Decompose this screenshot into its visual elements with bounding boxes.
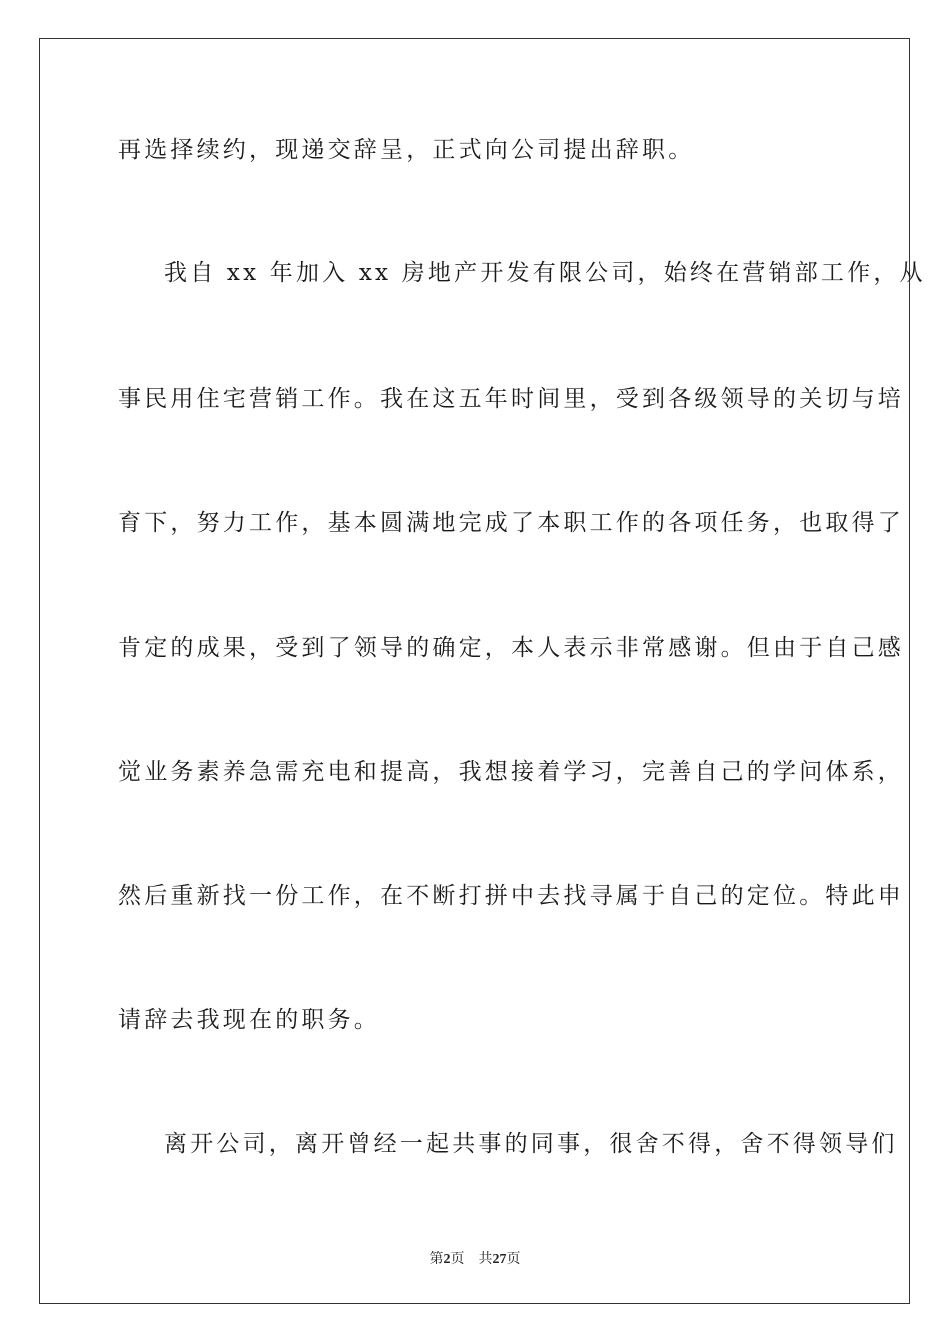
body-text-line: 事民用住宅营销工作。我在这五年时间里，受到各级领导的关切与培 [118, 386, 904, 412]
page-footer [0, 1248, 950, 1268]
total-suffix: 页 [506, 1252, 521, 1267]
total-prefix: 共 [478, 1252, 493, 1267]
body-text-line: 育下，努力工作，基本圆满地完成了本职工作的各项任务，也取得了 [118, 510, 904, 536]
paragraph-start-line: 离开公司，离开曾经一起共事的同事，很舍不得，舍不得领导们 [164, 1131, 898, 1157]
total-pages: 27 [492, 1252, 507, 1267]
page-number: 2 [443, 1252, 451, 1267]
body-text-line: 再选择续约，现递交辞呈，正式向公司提出辞职。 [118, 137, 695, 163]
body-text-line: 觉业务素养急需充电和提高，我想接着学习，完善自己的学问体系， [118, 759, 904, 785]
body-text-line: 然后重新找一份工作，在不断打拼中去找寻属于自己的定位。特此申 [118, 883, 904, 909]
body-text-line: 肯定的成果，受到了领导的确定，本人表示非常感谢。但由于自己感 [118, 635, 904, 661]
page-prefix: 第 [429, 1252, 444, 1267]
page-border [39, 38, 926, 1304]
paragraph-start-line: 我自 xx 年加入 xx 房地产开发有限公司，始终在营销部工作，从 [164, 260, 926, 286]
page-suffix: 页 [450, 1252, 465, 1267]
body-text-line: 请辞去我现在的职务。 [118, 1007, 380, 1033]
